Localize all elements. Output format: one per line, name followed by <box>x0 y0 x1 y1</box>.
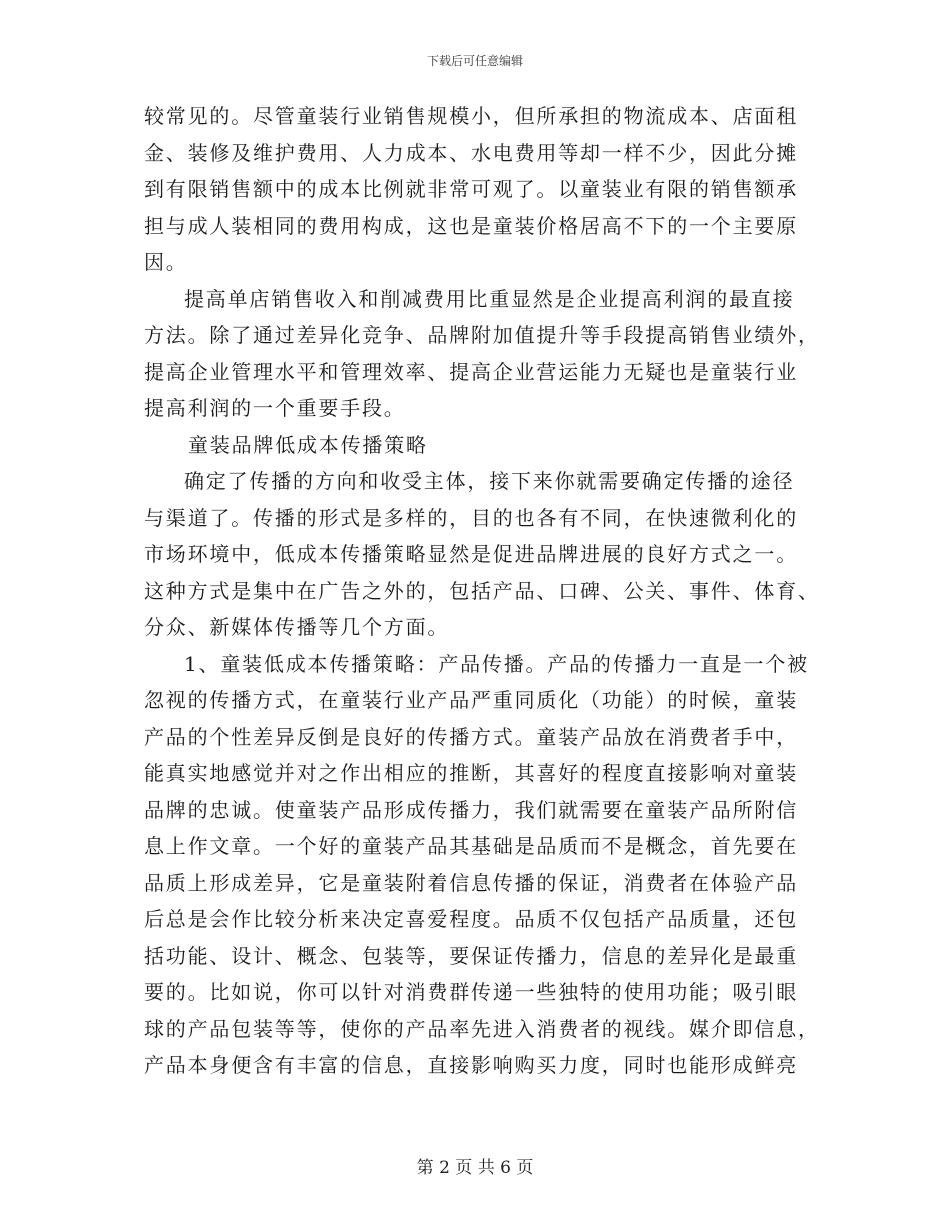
text-line: 品质上形成差异，它是童装附着信息传播的保证，消费者在体验产品 <box>144 870 798 895</box>
text-line: 市场环境中，低成本传播策略显然是促进品牌进展的良好方式之一。 <box>144 542 798 566</box>
text-line: 能真实地感觉并对之作出相应的推断，其喜好的程度直接影响对童装 <box>144 761 798 785</box>
text-line: 提高利润的一个重要手段。 <box>144 396 406 420</box>
text-line: 金、装修及维护费用、人力成本、水电费用等却一样不少，因此分摊 <box>144 140 798 165</box>
text-line: 分众、新媒体传播等几个方面。 <box>144 615 450 639</box>
text-line: 方法。除了通过差异化竞争、品牌附加值提升等手段提高销售业绩外， <box>144 323 820 347</box>
text-line: 品牌的忠诚。使童装产品形成传播力，我们就需要在童装产品所附信 <box>144 797 798 822</box>
page-footer: 第 2 页 共 6 页 <box>416 1158 534 1178</box>
text-line: 后总是会作比较分析来决定喜爱程度。品质不仅包括产品质量，还包 <box>144 907 798 931</box>
text-line: 产品本身便含有丰富的信息，直接影响购买力度，同时也能形成鲜亮 <box>144 1053 798 1077</box>
document-body <box>144 98 820 1084</box>
text-line: 与渠道了。传播的形式是多样的，目的也各有不同，在快速微利化的 <box>144 505 798 530</box>
text-line: 球的产品包装等等，使你的产品率先进入消费者的视线。媒介即信息， <box>144 1016 820 1041</box>
text-line: 这种方式是集中在广告之外的，包括产品、口碑、公关、事件、体育、 <box>144 578 820 603</box>
text-line: 息上作文章。一个好的童装产品其基础是品质而不是概念，首先要在 <box>144 834 798 858</box>
text-line: 括功能、设计、概念、包装等，要保证传播力，信息的差异化是最重 <box>144 943 798 968</box>
text-line: 忽视的传播方式，在童装行业产品严重同质化（功能）的时候，童装 <box>144 688 798 712</box>
text-line: 到有限销售额中的成本比例就非常可观了。以童装业有限的销售额承 <box>144 177 798 201</box>
text-line: 要的。比如说，你可以针对消费群传递一些独特的使用功能；吸引眼 <box>144 980 798 1004</box>
text-line: 1、童装低成本传播策略：产品传播。产品的传播力一直是一个被 <box>184 651 809 676</box>
text-line: 因。 <box>144 250 188 274</box>
text-line: 担与成人装相同的费用构成，这也是童装价格居高不下的一个主要原 <box>144 213 798 238</box>
text-line: 较常见的。尽管童装行业销售规模小，但所承担的物流成本、店面租 <box>144 104 798 128</box>
page-header: 下载后可任意编辑 <box>426 54 523 68</box>
text-line: 提高企业管理水平和管理效率、提高企业营运能力无疑也是童装行业 <box>144 359 798 384</box>
text-line: 产品的个性差异反倒是良好的传播方式。童装产品放在消费者手中， <box>144 724 798 749</box>
text-line: 提高单店销售收入和削减费用比重显然是企业提高利润的最直接 <box>184 286 795 311</box>
text-line: 童装品牌低成本传播策略 <box>188 432 428 457</box>
text-line: 确定了传播的方向和收受主体，接下来你就需要确定传播的途径 <box>184 469 795 493</box>
